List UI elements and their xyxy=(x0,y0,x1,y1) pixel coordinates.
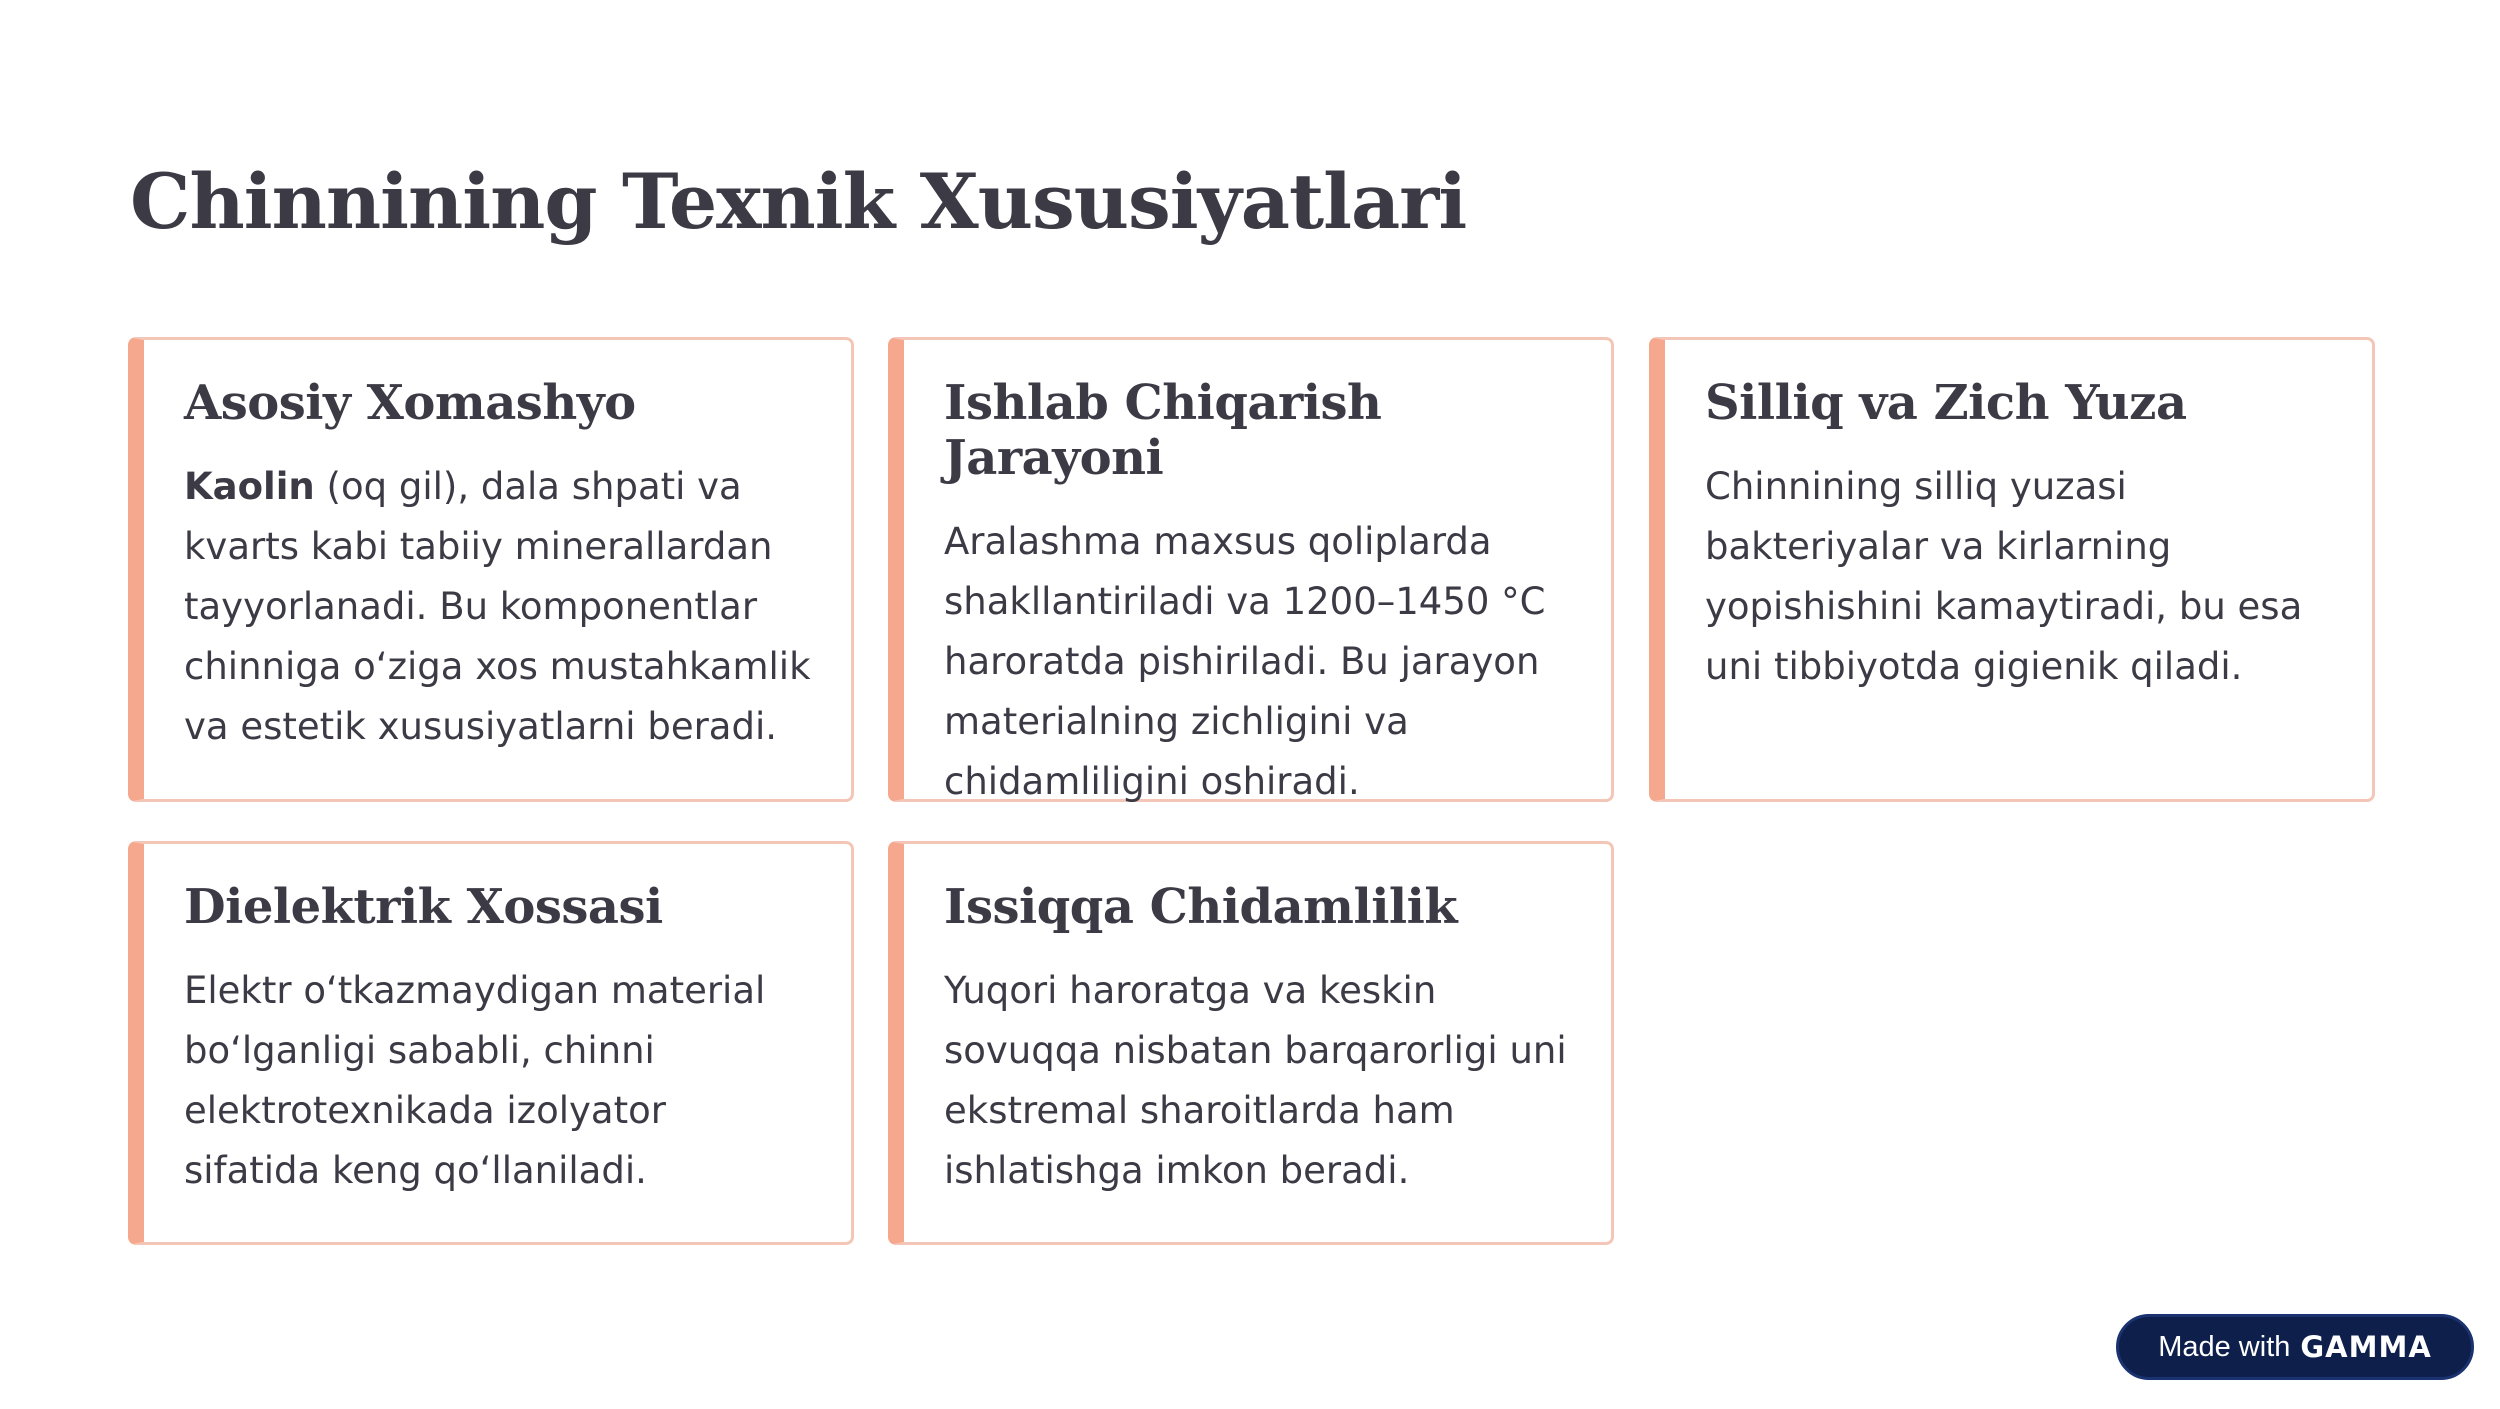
card-body: Aralashma maxsus qoliplarda shakllantiriladi va 1200–1450 °C haroratda pishiriladi. Bu jarayon materialning zichligini va chidamliligini oshiradi. xyxy=(944,520,1546,804)
card-body: Yuqori haroratga va keskin sovuqqa nisbatan barqarorligi uni ekstremal sharoitlarda ham ishlatishga imkon beradi. xyxy=(944,969,1567,1193)
card-dielektrik xyxy=(128,841,854,1245)
gamma-logo: GAMMA xyxy=(2300,1330,2432,1364)
card-title: Dielektrik Xossasi xyxy=(184,879,663,935)
card-title: Ishlab Chiqarish Jarayoni xyxy=(944,375,1382,487)
made-with-gamma-badge[interactable] xyxy=(2116,1314,2474,1380)
card-ishlab-chiqarish xyxy=(888,337,1614,802)
card-title: Silliq va Zich Yuza xyxy=(1705,375,2187,431)
page-title: Chinnining Texnik Xususiyatlari xyxy=(130,157,1467,246)
card-silliq-yuza xyxy=(1649,337,2375,802)
card-body xyxy=(184,457,811,757)
card-title: Issiqqa Chidamlilik xyxy=(944,879,1458,935)
card-body-bold: Kaolin xyxy=(184,465,315,509)
card-body-text: (oq gil), dala shpati va kvarts kabi tabiiy minerallardan tayyorlanadi. Bu komponentlar chinniga o‘ziga xos mustahkamlik va estetik xususiyatlarni beradi. xyxy=(184,465,811,749)
card-issiqqa-chidamlilik xyxy=(888,841,1614,1245)
card-title: Asosiy Xomashyo xyxy=(184,375,636,431)
card-asosiy-xomashyo xyxy=(128,337,854,802)
card-body: Chinnining silliq yuzasi bakteriyalar va kirlarning yopishishini kamaytiradi, bu esa uni tibbiyotda gigienik qiladi. xyxy=(1705,465,2303,689)
badge-prefix: Made with xyxy=(2158,1330,2291,1363)
card-body: Elektr o‘tkazmaydigan material bo‘lganligi sababli, chinni elektrotexnikada izolyator sifatida keng qo‘llaniladi. xyxy=(184,969,766,1193)
